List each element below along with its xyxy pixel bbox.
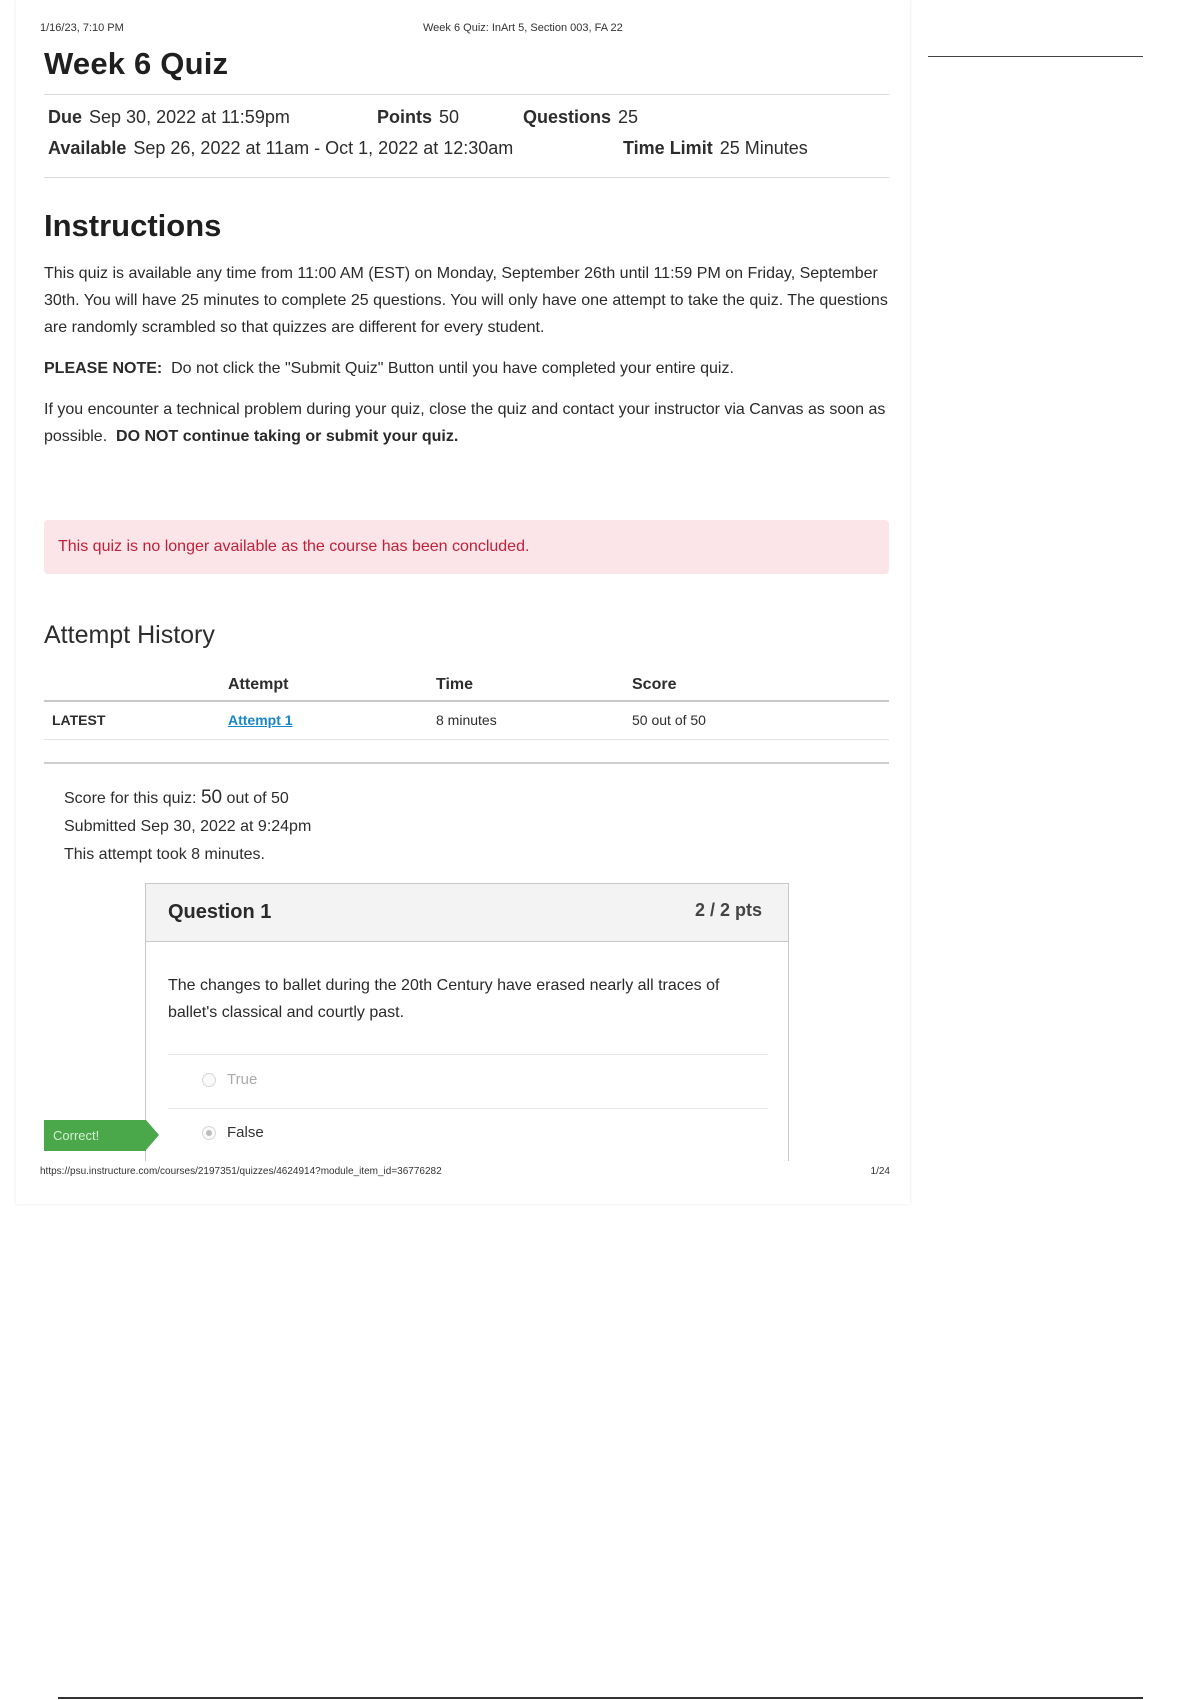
instructions-heading: Instructions (44, 208, 222, 243)
answer-true-label: True (227, 1071, 258, 1088)
score-value: 50 (200, 787, 223, 808)
course-concluded-alert: This quiz is no longer available as the course has been concluded. (44, 520, 889, 574)
question-text: The changes to ballet during the 20th Century have erased nearly all traces of ballet's classical and courtly past. (168, 977, 720, 1021)
due-label: Due (48, 107, 83, 127)
radio-true[interactable] (202, 1073, 216, 1087)
score-summary (64, 784, 311, 869)
due-value: Sep 30, 2022 at 11:59pm (89, 107, 290, 127)
bottom-divider (58, 1697, 1143, 1699)
print-page-title: Week 6 Quiz: InArt 5, Section 003, FA 22 (423, 22, 623, 34)
submitted-line: Submitted Sep 30, 2022 at 9:24pm (64, 818, 312, 835)
please-note-text: Do not click the "Submit Quiz" Button until you have completed your entire quiz. (171, 360, 734, 377)
column-header-time: Time (436, 669, 632, 701)
due-detail (48, 107, 290, 128)
print-datetime: 1/16/23, 7:10 PM (40, 22, 124, 34)
print-url: https://psu.instructure.com/courses/2197351/quizzes/4624914?module_item_id=36776282 (40, 1166, 442, 1177)
attempt-link[interactable]: Attempt 1 (228, 712, 293, 729)
table-header-row (44, 669, 889, 701)
points-detail (377, 107, 459, 128)
divider (44, 762, 889, 764)
side-divider (928, 56, 1143, 57)
column-header-attempt: Attempt (228, 669, 436, 701)
points-label: Points (377, 107, 433, 127)
answer-divider (168, 1054, 768, 1055)
quiz-details (44, 95, 889, 177)
correct-answer-flag: Correct! (44, 1120, 146, 1151)
questions-label: Questions (523, 107, 612, 127)
score-line (64, 784, 311, 813)
column-header-score: Score (632, 669, 889, 701)
available-label: Available (48, 138, 127, 158)
question-card (145, 883, 789, 1161)
question-title: Question 1 (168, 901, 272, 923)
questions-detail (523, 107, 638, 128)
duration-line: This attempt took 8 minutes. (64, 846, 265, 863)
time-limit-detail (623, 138, 808, 159)
please-note-paragraph (44, 355, 889, 382)
technical-problem-warning: DO NOT continue taking or submit your quiz. (116, 428, 459, 445)
divider (44, 177, 889, 178)
attempt-history-heading: Attempt History (44, 621, 215, 649)
technical-problem-paragraph (44, 396, 889, 450)
answer-divider (168, 1108, 768, 1109)
score-total: out of 50 (226, 790, 289, 807)
technical-problem-text: If you encounter a technical problem during your quiz, close the quiz and contact your instructor via Canvas as soon as possible. (44, 401, 886, 445)
please-note-label: PLEASE NOTE: (44, 360, 163, 377)
attempt-status: LATEST (44, 701, 228, 739)
question-header (146, 884, 788, 942)
attempt-score: 50 out of 50 (632, 701, 889, 739)
radio-false[interactable] (202, 1126, 216, 1140)
instructions-paragraph: This quiz is available any time from 11:00 AM (EST) on Monday, September 26th until 11:59 PM on Friday, September 30th. You will have 25 minutes to complete 25 questions. You will only have one attempt to take the quiz. The questions are randomly scrambled so that quizzes are different for every student. (44, 265, 888, 336)
attempt-history-table (44, 669, 889, 740)
attempt-time: 8 minutes (436, 701, 632, 739)
time-limit-label: Time Limit (623, 138, 713, 158)
attempt-cell (228, 701, 436, 739)
answer-false-label: False (227, 1124, 264, 1141)
page-title: Week 6 Quiz (44, 46, 229, 81)
points-value: 50 (439, 107, 460, 127)
table-row (44, 701, 889, 739)
score-label: Score for this quiz: (64, 790, 197, 807)
available-value: Sep 26, 2022 at 11am - Oct 1, 2022 at 12:30am (133, 138, 514, 158)
print-page-number: 1/24 (870, 1166, 890, 1177)
available-detail (48, 138, 513, 159)
time-limit-value: 25 Minutes (719, 138, 808, 158)
question-points: 2 / 2 pts (694, 900, 762, 920)
questions-value: 25 (618, 107, 639, 127)
column-header-status (44, 669, 228, 701)
